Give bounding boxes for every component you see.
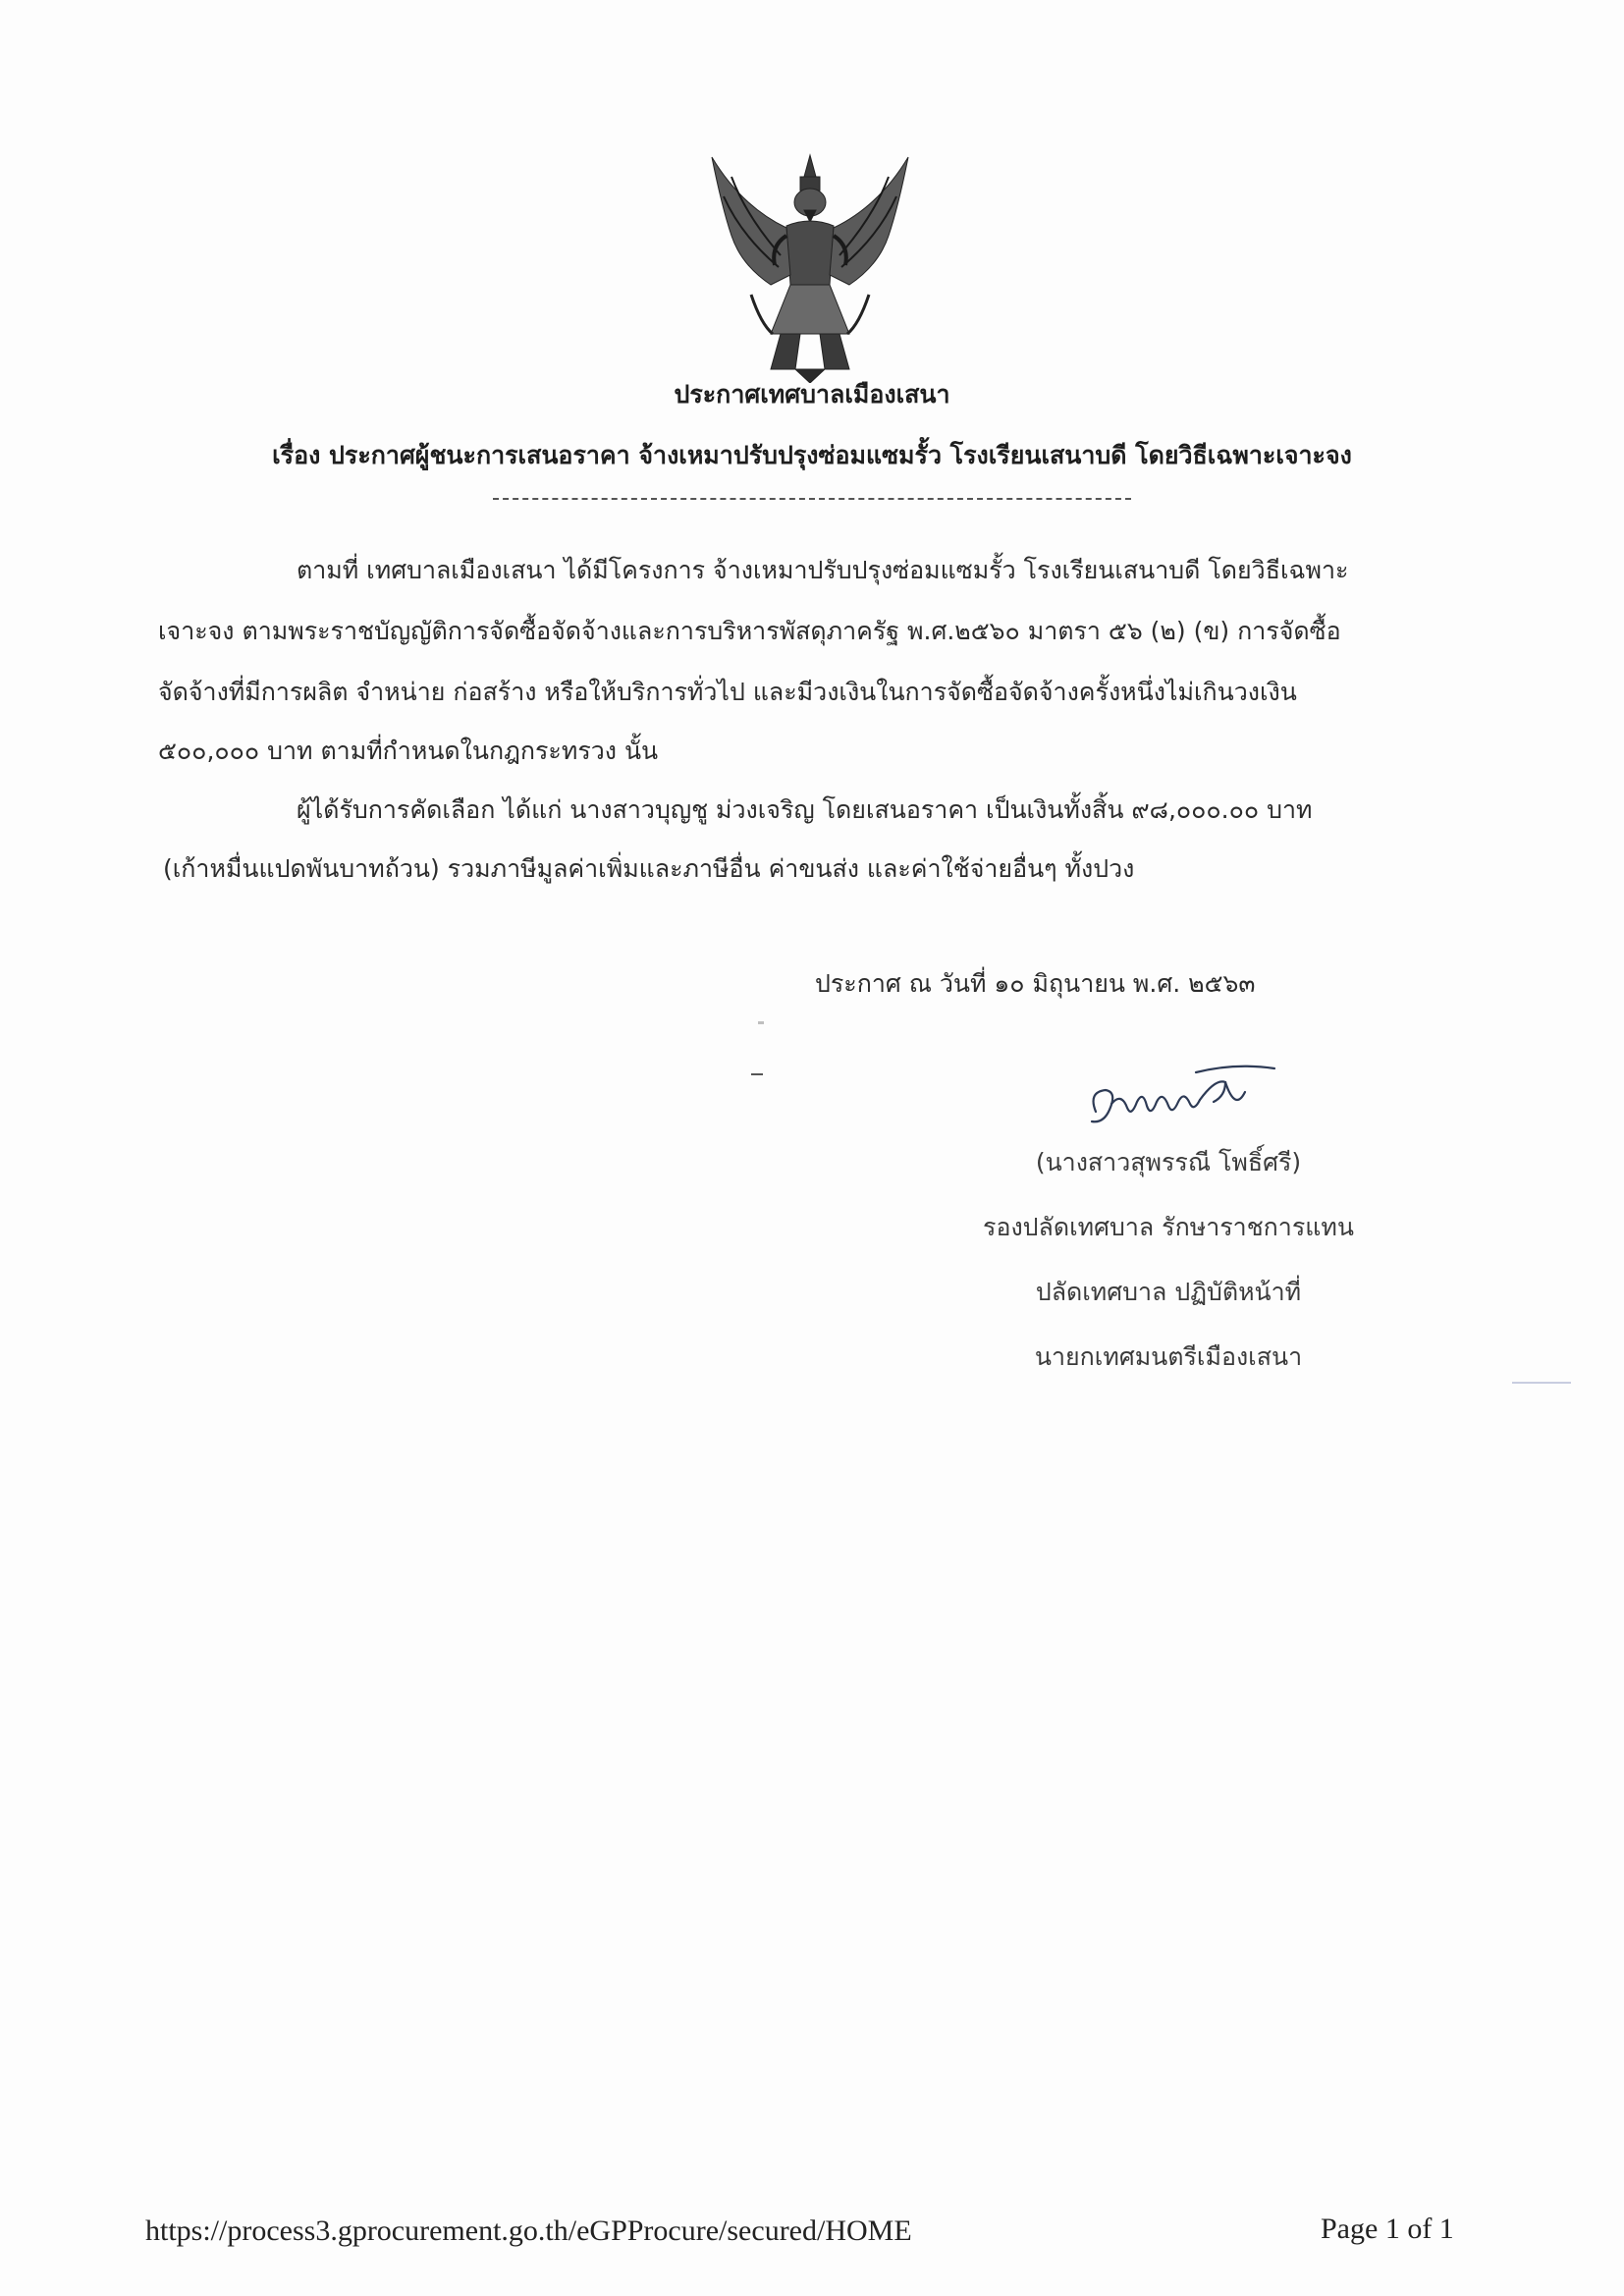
paragraph2-line2: (เก้าหมื่นแปดพันบาทถ้วน) รวมภาษีมูลค่าเพิ่มและภาษีอื่น ค่าขนส่ง และค่าใช้จ่ายอื่นๆ ทั้งปวง (163, 854, 1135, 883)
signatory-position-1: รองปลัดเทศบาล รักษาราชการแทน (983, 1213, 1354, 1241)
document-subject: เรื่อง ประกาศผู้ชนะการเสนอราคา จ้างเหมาปรับปรุงซ่อมแซมรั้ว โรงเรียนเสนาบดี โดยวิธีเฉพาะเจาะจง (272, 441, 1352, 469)
scan-speck (751, 1073, 763, 1075)
paragraph2-line1: ผู้ได้รับการคัดเลือก ได้แก่ นางสาวบุญชู ม่วงเจริญ โดยเสนอราคา เป็นเงินทั้งสิ้น ๙๘,๐๐๐.๐๐ บาท (297, 795, 1313, 824)
footer-url[interactable]: https://process3.gprocurement.go.th/eGPProcure/secured/HOME (145, 2214, 912, 2247)
handwritten-signature (1078, 1053, 1284, 1141)
scan-speck (1512, 1382, 1571, 1384)
dashed-divider (493, 498, 1131, 500)
garuda-emblem-icon (702, 137, 918, 383)
signatory-position-2: ปลัดเทศบาล ปฏิบัติหน้าที่ (1035, 1278, 1302, 1306)
announce-date: ประกาศ ณ วันที่ ๑๐ มิถุนายน พ.ศ. ๒๕๖๓ (815, 969, 1256, 998)
paragraph1-line1: ตามที่ เทศบาลเมืองเสนา ได้มีโครงการ จ้างเหมาปรับปรุงซ่อมแซมรั้ว โรงเรียนเสนาบดี โดยวิธีเฉพาะ (297, 556, 1349, 584)
document-title: ประกาศเทศบาลเมืองเสนา (674, 380, 950, 409)
footer-page-number: Page 1 of 1 (1321, 2213, 1454, 2245)
paragraph1-line3: จัดจ้างที่มีการผลิต จำหน่าย ก่อสร้าง หรือให้บริการทั่วไป และมีวงเงินในการจัดซื้อจัดจ้างครั้งหนึ่งไม่เกินวงเงิน (158, 678, 1297, 706)
scan-speck (758, 1021, 764, 1024)
paragraph1-line2: เจาะจง ตามพระราชบัญญัติการจัดซื้อจัดจ้างและการบริหารพัสดุภาครัฐ พ.ศ.๒๕๖๐ มาตรา ๕๖ (๒) (ข) การจัดซื้อ (158, 617, 1341, 645)
paragraph1-line4: ๕๐๐,๐๐๐ บาท ตามที่กำหนดในกฎกระทรวง นั้น (158, 737, 659, 765)
signatory-position-3: นายกเทศมนตรีเมืองเสนา (1034, 1342, 1303, 1371)
signatory-name: (นางสาวสุพรรณี โพธิ์ศรี) (1035, 1148, 1302, 1176)
